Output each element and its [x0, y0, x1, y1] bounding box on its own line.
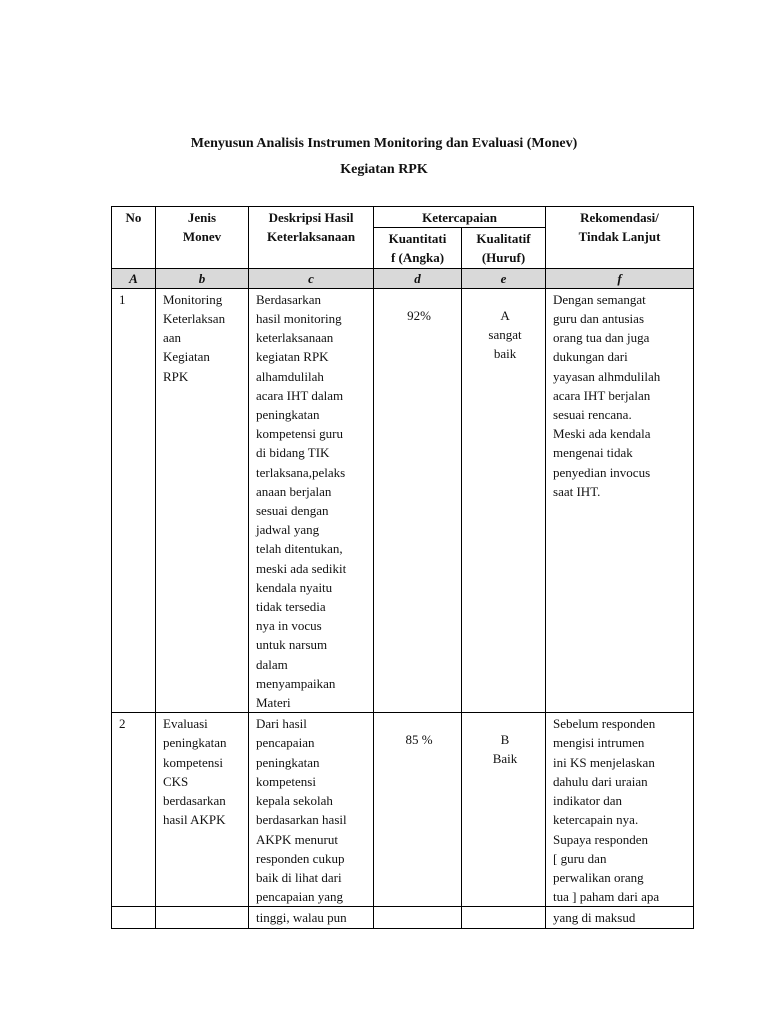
- row-rekomendasi: Dengan semangat guru dan antusias orang tua dan juga dukungan dari yayasan alhmdulilah acara IHT berjalan sesuai rencana. Meski ada kendala mengenai tidak penyedian invocus saat IHT.: [553, 291, 661, 499]
- row-kualitatif: A sangat baik: [488, 307, 522, 362]
- header-kuantitatif: Kuantitati f (Angka): [374, 228, 462, 268]
- row-deskripsi: Berdasarkan hasil monitoring keterlaksanaan kegiatan RPK alhamdulilah acara IHT dalam peningkatan kompetensi guru di bidang TIK terlaksana,pelaks anaan berjalan sesuai dengan jadwal yang telah ditentukan, meski ada sedikit kendala nyaitu tidak tersedia nya in vocus untuk narsum dalam menyampaikan Materi: [256, 291, 347, 711]
- row-jenis: Monitoring Keterlaksan aan Kegiatan RPK: [163, 291, 226, 384]
- monev-table: [111, 206, 694, 929]
- row-deskripsi: Dari hasil pencapaian peningkatan kompetensi kepala sekolah berdasarkan hasil AKPK menurut responden cukup baik di lihat dari pencapaian yang: [256, 716, 347, 905]
- row-kualitatif: B Baik: [492, 732, 518, 767]
- row-no: 1: [119, 291, 126, 307]
- table-row: [112, 907, 694, 928]
- row-no: 2: [119, 716, 126, 732]
- row-jenis: Evaluasi peningkatan kompetensi CKS berdasarkan hasil AKPK: [163, 716, 227, 828]
- row-kuantitatif: 85 %: [405, 732, 433, 748]
- column-letter: f: [546, 268, 694, 288]
- column-letter: d: [374, 268, 462, 288]
- row-kuantitatif: 92%: [407, 307, 431, 323]
- row-no: [112, 907, 155, 908]
- row-kuantitatif: [374, 907, 461, 908]
- header-deskripsi: Deskripsi Hasil Keterlaksanaan: [249, 207, 374, 269]
- row-jenis: [156, 907, 248, 908]
- column-letter: e: [462, 268, 546, 288]
- table-row: [112, 713, 694, 907]
- row-rekomendasi: yang di maksud: [553, 910, 636, 926]
- column-letter: A: [112, 268, 156, 288]
- header-kualitatif: Kualitatif (Huruf): [462, 228, 546, 268]
- table-row: [112, 288, 694, 712]
- row-deskripsi: tinggi, walau pun: [256, 910, 347, 926]
- header-ketercapaian: Ketercapaian: [374, 207, 546, 228]
- header-jenis-monev: Jenis Monev: [156, 207, 249, 269]
- column-letter: c: [249, 268, 374, 288]
- header-no: No: [112, 207, 156, 269]
- header-rekomendasi: Rekomendasi/ Tindak Lanjut: [546, 207, 694, 269]
- document-subtitle: Kegiatan RPK: [340, 162, 428, 177]
- document-title: Menyusun Analisis Instrumen Monitoring dan Evaluasi (Monev): [190, 136, 578, 151]
- column-letter-row: [112, 268, 694, 288]
- row-kualitatif: [462, 907, 545, 908]
- row-rekomendasi: Sebelum responden mengisi intrumen ini KS menjelaskan dahulu dari uraian indikator dan ketercapain nya. Supaya responden [ guru dan perwalikan orang tua ] paham dari apa: [553, 716, 660, 905]
- column-letter: b: [156, 268, 249, 288]
